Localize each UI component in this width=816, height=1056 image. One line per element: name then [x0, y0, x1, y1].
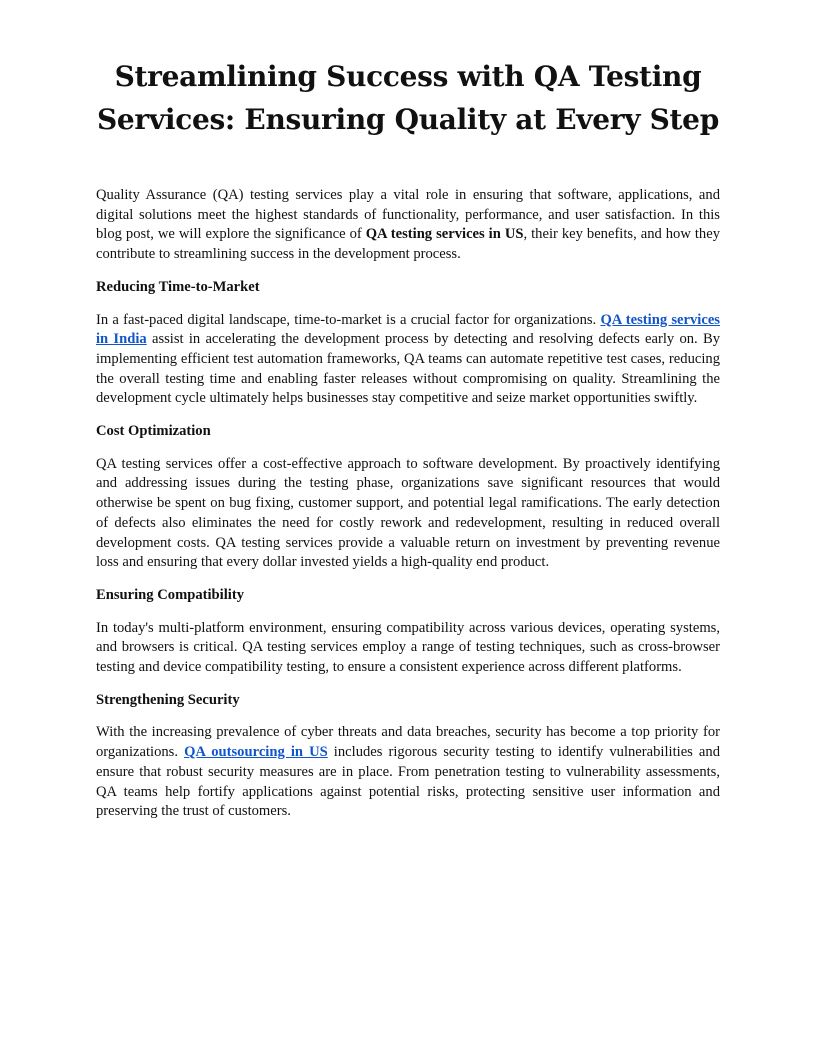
section-heading-compatibility: Ensuring Compatibility [96, 586, 244, 603]
intro-paragraph: Quality Assurance (QA) testing services play a vital role in ensuring that software, applications, and digital solutions meet the highest standards of functionality, performance, and user satisfaction. In this blog post, we will explore the significance of QA testing services in US, their key benefits, and how they contribute to streamlining success in the development process. [96, 187, 720, 263]
section-paragraph-compatibility: In today's multi-platform environment, ensuring compatibility across various devices, operating systems, and browsers is critical. QA testing services employ a range of testing techniques, such as cross-browser testing and device compatibility testing, to ensure a consistent experience across different platforms. [96, 619, 720, 676]
section-heading-time-to-market: Reducing Time-to-Market [96, 278, 260, 295]
document-body [96, 186, 720, 835]
section-heading-cost: Cost Optimization [96, 423, 211, 440]
bold-keyword: QA testing services in US [365, 226, 524, 243]
document-title: Streamlining Success with QA Testing Services: Ensuring Quality at Every Step [97, 60, 719, 136]
section-paragraph-cost: QA testing services offer a cost-effective approach to software development. By proactively identifying and addressing issues during the testing phase, organizations save significant resources that would otherwise be spent on bug fixing, customer support, and potential legal ramifications. The early detection of defects also eliminates the need for costly rework and redevelopment, resulting in reduced overall development costs. QA testing services provide a valuable return on investment by preventing revenue loss and ensuring that every dollar invested yields a high-quality end product. [96, 455, 720, 571]
link-qa-outsourcing-us[interactable]: QA outsourcing in US [184, 744, 328, 761]
link-qa-testing-india[interactable]: QA testing services in India [96, 311, 720, 348]
section-heading-security: Strengthening Security [96, 691, 240, 708]
section-paragraph-security: With the increasing prevalence of cyber threats and data breaches, security has become a top priority for organizations. QA outsourcing in US includes rigorous security testing to identify vulnerabilities and ensure that robust security measures are in place. From penetration testing to vulnerability assessments, QA teams help fortify applications against potential risks, protecting sensitive user information and preserving the trust of customers. [96, 724, 720, 820]
section-paragraph-time-to-market: In a fast-paced digital landscape, time-to-market is a crucial factor for organizations. QA testing services in India assist in accelerating the development process by detecting and resolving defects early on. By implementing efficient test automation frameworks, QA teams can automate repetitive test cases, reducing the overall testing time and enabling faster releases without compromising on quality. Streamlining the development cycle ultimately helps businesses stay competitive and seize market opportunities swiftly. [96, 311, 720, 407]
